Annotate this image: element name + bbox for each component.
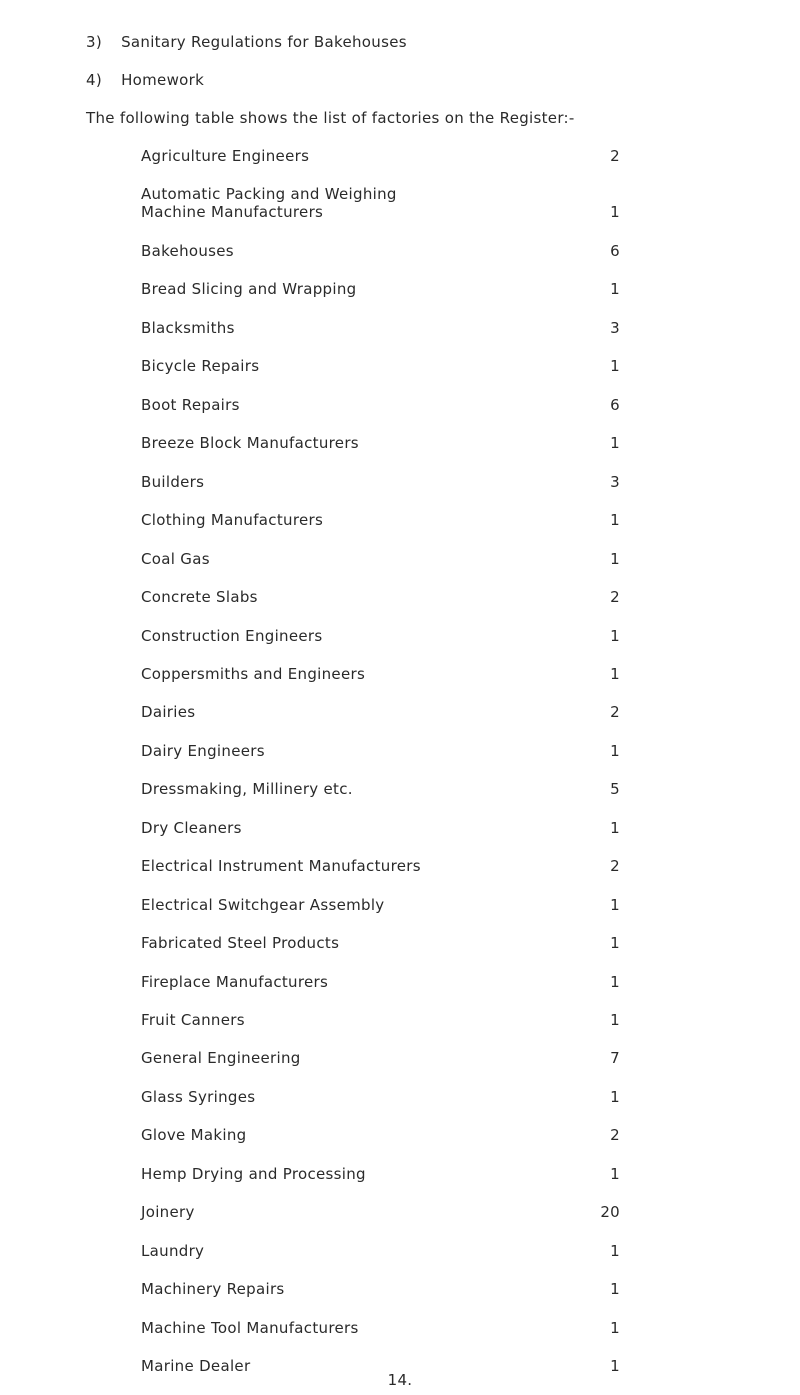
table-row — [0, 819, 800, 839]
factory-type: Bakehouses — [141, 242, 234, 260]
list-item-text: Sanitary Regulations for Bakehouses — [121, 33, 407, 51]
factory-count: 1 — [610, 203, 620, 221]
table-row — [0, 1011, 800, 1031]
factory-count: 1 — [610, 1011, 620, 1029]
factory-count: 1 — [610, 742, 620, 760]
table-row — [0, 550, 800, 570]
table-row — [0, 319, 800, 339]
factory-count: 1 — [610, 896, 620, 914]
factory-type: Hemp Drying and Processing — [141, 1165, 366, 1183]
factory-type: Joinery — [141, 1203, 195, 1221]
table-row — [0, 280, 800, 300]
table-row — [0, 973, 800, 993]
factory-type: Boot Repairs — [141, 396, 240, 414]
table-row — [0, 1242, 800, 1262]
factory-count: 1 — [610, 819, 620, 837]
factory-count: 20 — [600, 1203, 620, 1221]
table-row — [0, 665, 800, 685]
page-number: 14. — [387, 1371, 413, 1389]
list-item-text: Homework — [121, 71, 205, 89]
factory-type: Dairy Engineers — [141, 742, 265, 760]
factory-type: Bicycle Repairs — [141, 357, 260, 375]
factory-count: 1 — [610, 665, 620, 683]
factory-count: 2 — [610, 147, 620, 165]
factory-type: Fabricated Steel Products — [141, 934, 340, 952]
factory-type: Laundry — [141, 1242, 205, 1260]
table-row — [0, 357, 800, 377]
table-row — [0, 1319, 800, 1339]
factory-type: Fireplace Manufacturers — [141, 973, 329, 991]
factory-type: Marine Dealer — [141, 1357, 251, 1375]
factory-count: 1 — [610, 934, 620, 952]
factory-count: 1 — [610, 973, 620, 991]
factory-count: 1 — [610, 627, 620, 645]
factory-type-line-1: Automatic Packing and Weighing — [141, 185, 397, 203]
factory-type: Dressmaking, Millinery etc. — [141, 780, 353, 798]
factory-count: 7 — [610, 1049, 620, 1067]
factory-count: 1 — [610, 280, 620, 298]
table-row — [0, 1126, 800, 1146]
factory-count: 3 — [610, 473, 620, 491]
factory-count: 1 — [610, 511, 620, 529]
factory-type: Agriculture Engineers — [141, 147, 310, 165]
factory-count: 6 — [610, 396, 620, 414]
table-row — [0, 703, 800, 723]
table-row — [0, 588, 800, 608]
factory-count: 2 — [610, 703, 620, 721]
factory-count: 2 — [610, 857, 620, 875]
factory-count: 1 — [610, 1165, 620, 1183]
list-item-homework — [86, 71, 204, 89]
table-row — [0, 434, 800, 454]
table-row — [0, 780, 800, 800]
factory-type: Fruit Canners — [141, 1011, 245, 1029]
table-row — [0, 396, 800, 416]
factory-count: 1 — [610, 1088, 620, 1106]
factory-count: 3 — [610, 319, 620, 337]
list-item-number: 4) — [86, 71, 102, 89]
factory-type: Bread Slicing and Wrapping — [141, 280, 357, 298]
factory-count: 6 — [610, 242, 620, 260]
factory-count: 1 — [610, 1357, 620, 1375]
factory-type: Electrical Switchgear Assembly — [141, 896, 385, 914]
table-row — [0, 473, 800, 493]
factory-type-line-2: Machine Manufacturers — [141, 203, 324, 221]
table-row — [0, 511, 800, 531]
factory-type: Electrical Instrument Manufacturers — [141, 857, 421, 875]
table-row — [0, 857, 800, 877]
factory-type: Machinery Repairs — [141, 1280, 285, 1298]
factory-type — [141, 185, 397, 221]
table-row — [0, 185, 800, 221]
factory-type: Coppersmiths and Engineers — [141, 665, 366, 683]
table-row — [0, 627, 800, 647]
factory-type: General Engineering — [141, 1049, 301, 1067]
factory-count: 1 — [610, 1319, 620, 1337]
factory-type: Glove Making — [141, 1126, 247, 1144]
table-row — [0, 147, 800, 167]
factory-count: 1 — [610, 1280, 620, 1298]
factory-type: Builders — [141, 473, 205, 491]
table-row — [0, 742, 800, 762]
list-item-sanitary-regulations — [86, 33, 407, 51]
factory-type: Dairies — [141, 703, 196, 721]
intro-paragraph: The following table shows the list of factories on the Register:- — [86, 109, 575, 127]
table-row — [0, 1088, 800, 1108]
factory-type: Construction Engineers — [141, 627, 323, 645]
factory-type: Clothing Manufacturers — [141, 511, 324, 529]
factory-count: 1 — [610, 550, 620, 568]
factory-count: 5 — [610, 780, 620, 798]
table-row — [0, 1203, 800, 1223]
table-row — [0, 896, 800, 916]
table-row — [0, 1049, 800, 1069]
table-row — [0, 1280, 800, 1300]
factory-type: Glass Syringes — [141, 1088, 256, 1106]
factory-count: 2 — [610, 588, 620, 606]
table-row — [0, 1165, 800, 1185]
factory-count: 1 — [610, 434, 620, 452]
factory-type: Machine Tool Manufacturers — [141, 1319, 359, 1337]
factory-type: Dry Cleaners — [141, 819, 242, 837]
factory-count: 1 — [610, 357, 620, 375]
factory-type: Blacksmiths — [141, 319, 235, 337]
factory-count: 2 — [610, 1126, 620, 1144]
factory-count: 1 — [610, 1242, 620, 1260]
factory-type: Breeze Block Manufacturers — [141, 434, 359, 452]
factory-type: Coal Gas — [141, 550, 210, 568]
factory-type: Concrete Slabs — [141, 588, 258, 606]
table-row — [0, 242, 800, 262]
table-row — [0, 934, 800, 954]
list-item-number: 3) — [86, 33, 102, 51]
